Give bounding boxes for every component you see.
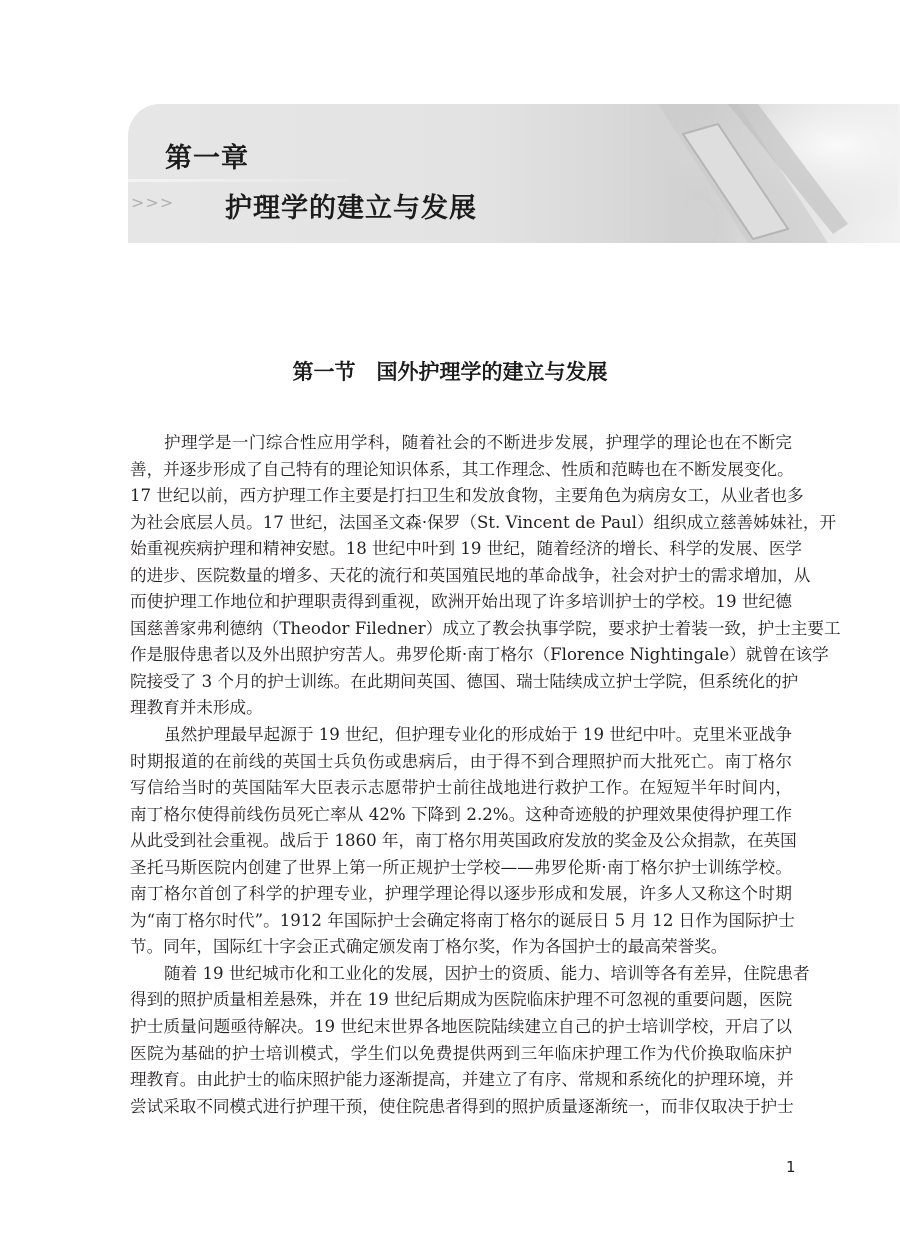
text-line: 节。同年，国际红十字会正式确定颁发南丁格尔奖，作为各国护士的最高荣誉奖。 bbox=[130, 937, 728, 957]
text-line: 南丁格尔使得前线伤员死亡率从 42% 下降到 2.2%。这种奇迹般的护理效果使得护理工作 bbox=[130, 804, 792, 824]
text-line: 随着 19 世纪城市化和工业化的发展，因护士的资质、能力、培训等各有差异，住院患者 bbox=[164, 963, 810, 983]
text-line: 时期报道的在前线的英国士兵负伤或患病后，由于得不到合理照护而大批死亡。南丁格尔 bbox=[130, 751, 792, 771]
gate-illustration-icon bbox=[598, 104, 898, 243]
text-line: 虽然护理最早起源于 19 世纪，但护理专业化的形成始于 19 世纪中叶。克里米亚战争 bbox=[164, 725, 792, 745]
text-line: 国慈善家弗利德纳（Theodor Filedner）成立了教会执事学院，要求护士着装一致，护士主要工 bbox=[130, 618, 841, 638]
text-line: 作是服侍患者以及外出照护穷苦人。弗罗伦斯·南丁格尔（Florence Nightingale）就曾在该学 bbox=[130, 645, 829, 665]
paragraph bbox=[130, 722, 797, 961]
paragraph bbox=[130, 961, 810, 1120]
page-number: 1 bbox=[786, 1158, 796, 1176]
text-line: 而使护理工作地位和护理职责得到重视，欧洲开始出现了许多培训护士的学校。19 世纪德 bbox=[130, 592, 792, 612]
text-line: 17 世纪以前，西方护理工作主要是打扫卫生和发放食物，主要角色为病房女工，从业者也多 bbox=[130, 486, 804, 506]
text-line: 善，并逐步形成了自己特有的理论知识体系，其工作理念、性质和范畴也在不断发展变化。 bbox=[130, 459, 794, 479]
text-line: 尝试采取不同模式进行护理干预，使住院患者得到的照护质量逐渐统一，而非仅取决于护士 bbox=[130, 1096, 794, 1116]
text-line: 理教育。由此护士的临床照护能力逐渐提高，并建立了有序、常规和系统化的护理环境，并 bbox=[130, 1070, 794, 1090]
text-line: 院接受了 3 个月的护士训练。在此期间英国、德国、瑞士陆续成立护士学院，但系统化的护 bbox=[130, 671, 799, 691]
text-line: 南丁格尔首创了科学的护理专业，护理学理论得以逐步形成和发展，许多人又称这个时期 bbox=[130, 884, 792, 904]
chapter-number: 第一章 bbox=[165, 143, 249, 174]
section-title: 第一节 国外护理学的建立与发展 bbox=[292, 360, 608, 384]
chapter-banner bbox=[128, 104, 900, 243]
banner-divider bbox=[128, 179, 348, 182]
chapter-title: 护理学的建立与发展 bbox=[225, 193, 477, 224]
text-line: 理教育并未形成。 bbox=[130, 698, 263, 718]
text-line: 得到的照护质量相差悬殊，并在 19 世纪后期成为医院临床护理不可忽视的重要问题，医院 bbox=[130, 990, 793, 1010]
text-line: 圣托马斯医院内创建了世界上第一所正规护士学校——弗罗伦斯·南丁格尔护士训练学校。 bbox=[130, 857, 792, 877]
text-line: 的进步、医院数量的增多、天花的流行和英国殖民地的革命战争，社会对护士的需求增加，从 bbox=[130, 565, 811, 585]
paragraph bbox=[130, 430, 841, 722]
text-line: 为社会底层人员。17 世纪，法国圣文森·保罗（St. Vincent de Paul）组织成立慈善姊妹社，开 bbox=[130, 512, 837, 532]
body-text bbox=[130, 430, 841, 1120]
text-line: 护理学是一门综合性应用学科，随着社会的不断进步发展，护理学的理论也在不断完 bbox=[164, 433, 792, 452]
text-line: 为“南丁格尔时代”。1912 年国际护士会确定将南丁格尔的诞辰日 5 月 12 日作为国际护士 bbox=[130, 910, 795, 930]
text-line: 医院为基础的护士培训模式，学生们以免费提供两到三年临床护理工作为代价换取临床护 bbox=[130, 1043, 792, 1063]
arrows-decoration: >>> bbox=[131, 193, 175, 212]
text-line: 始重视疾病护理和精神安慰。18 世纪中叶到 19 世纪，随着经济的增长、科学的发展、医学 bbox=[130, 539, 803, 559]
text-line: 从此受到社会重视。战后于 1860 年，南丁格尔用英国政府发放的奖金及公众捐款，在英国 bbox=[130, 831, 797, 851]
text-line: 写信给当时的英国陆军大臣表示志愿带护士前往战地进行救护工作。在短短半年时间内， bbox=[130, 778, 792, 798]
text-line: 护士质量问题亟待解决。19 世纪末世界各地医院陆续建立自己的护士培训学校，开启了以 bbox=[130, 1017, 792, 1037]
